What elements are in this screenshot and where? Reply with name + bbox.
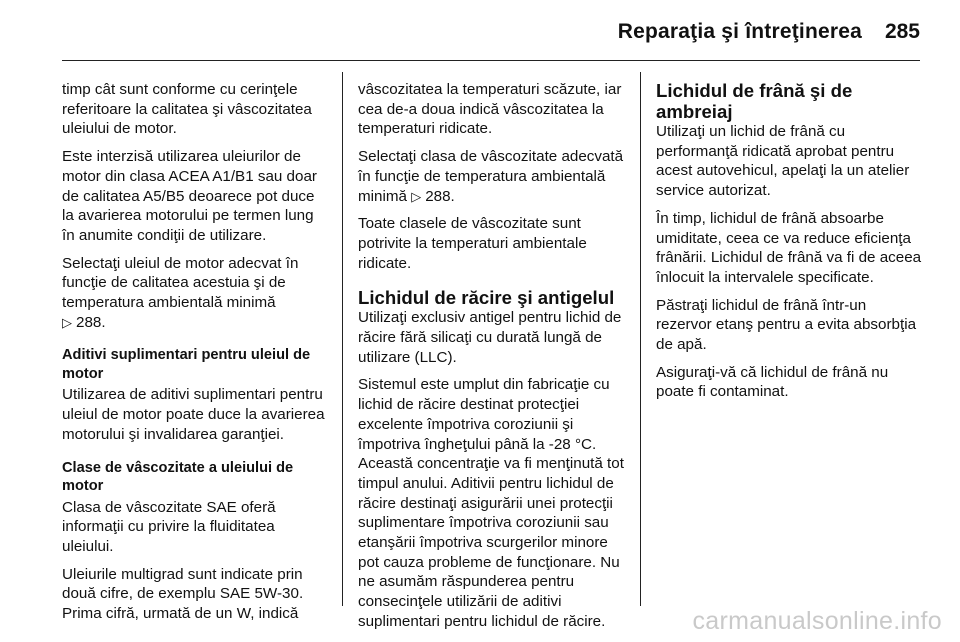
triangle-right-icon: ▷ <box>62 314 72 330</box>
section-heading: Lichidul de frână şi de ambreiaj <box>656 80 853 122</box>
header-divider <box>62 60 920 61</box>
paragraph: Toate clasele de vâscozitate sunt potrivite la temperaturi ambientale ridicate. <box>358 215 587 272</box>
page-header <box>0 0 960 48</box>
watermark: carmanualsonline.info <box>692 607 942 635</box>
section-subheading: Aditivi suplimentari pentru uleiul de motor <box>62 347 311 382</box>
paragraph: Asiguraţi-vă că lichidul de frână nu poate fi contaminat. <box>656 363 889 401</box>
paragraph: Uleiurile multigrad sunt indicate prin două cifre, de exemplu SAE 5W-30. Prima cifră, urmată de un W, indică <box>62 565 304 623</box>
section-subheading: Clase de vâscozitate a uleiului de motor <box>62 459 294 495</box>
paragraph: Clasa de vâscozitate SAE oferă informaţii cu privire la fluiditatea uleiului. <box>62 498 276 555</box>
page-reference[interactable]: 288. <box>425 187 455 205</box>
paragraph: vâscozitatea la temperaturi scăzute, iar cea de-a doua indică vâscozitatea la temperaturi ridicate. <box>358 81 622 138</box>
paragraph: Utilizaţi exclusiv antigel pentru lichid de răcire fără silicaţi cu durată lungă de utilizare (LLC). <box>358 309 622 366</box>
paragraph <box>358 147 630 206</box>
triangle-right-icon: ▷ <box>411 188 422 204</box>
page-reference[interactable]: 288. <box>76 313 106 331</box>
paragraph <box>62 254 330 333</box>
paragraph: În timp, lichidul de frână absoarbe umiditate, ceea ce va reduce eficienţa frânării. Lichidul de frână va fi de aceea înlocuit la intervalele specificate. <box>656 209 922 286</box>
paragraph: Este interzisă utilizarea uleiurilor de motor din clasa ACEA A1/B1 sau doar de calitatea A5/B5 deoarece pot duce la avarierea motorului pe termen lung în anumite condiţii de utilizare. <box>62 148 317 244</box>
paragraph: Sistemul este umplut din fabricaţie cu lichid de răcire destinat protecţiei excelente împotriva coroziunii şi împotriva îngheţului până la -28 °C. Această concentraţie va fi menţinută tot timpul anului. Aditivii pentru lichidul de răcire destinaţi asigurării unei protecţii suplimentare împotriva coroziunii sau etanşării împotriva scurgerilor minore pot cauza probleme de funcţionare. Nu ne asumăm răspunderea pentru consecinţele utilizării de aditivi suplimentari pentru lichidul de răcire. <box>358 376 624 630</box>
column-3 <box>656 80 924 410</box>
page-number: 285 <box>884 20 920 43</box>
column-divider-2 <box>640 72 641 606</box>
page-title: Reparaţia şi întreţinerea <box>617 20 862 43</box>
column-divider-1 <box>342 72 343 606</box>
section-heading: Lichidul de răcire şi antigelul <box>358 287 615 309</box>
column-1 <box>62 80 330 632</box>
paragraph: Utilizaţi un lichid de frână cu performanţă ridicată aprobat pentru acest autovehicul, apelaţi la un atelier service autorizat. <box>656 123 910 200</box>
paragraph-text: Selectaţi uleiul de motor adecvat în funcţie de calitatea acestuia şi de temperatura ambientală minimă <box>62 254 299 312</box>
paragraph: Utilizarea de aditivi suplimentari pentru uleiul de motor poate duce la avarierea motorului şi invalidarea garanţiei. <box>62 386 325 443</box>
paragraph: timp cât sunt conforme cu cerinţele referitoare la calitatea şi vâscozitatea uleiului de motor. <box>62 81 312 138</box>
column-2 <box>358 80 630 640</box>
paragraph: Păstraţi lichidul de frână într-un rezervor etanş pentru a evita absorbţia de apă. <box>656 296 917 354</box>
paragraph-text: Selectaţi clasa de vâscozitate adecvată în funcţie de temperatura ambientală minimă <box>358 148 624 205</box>
